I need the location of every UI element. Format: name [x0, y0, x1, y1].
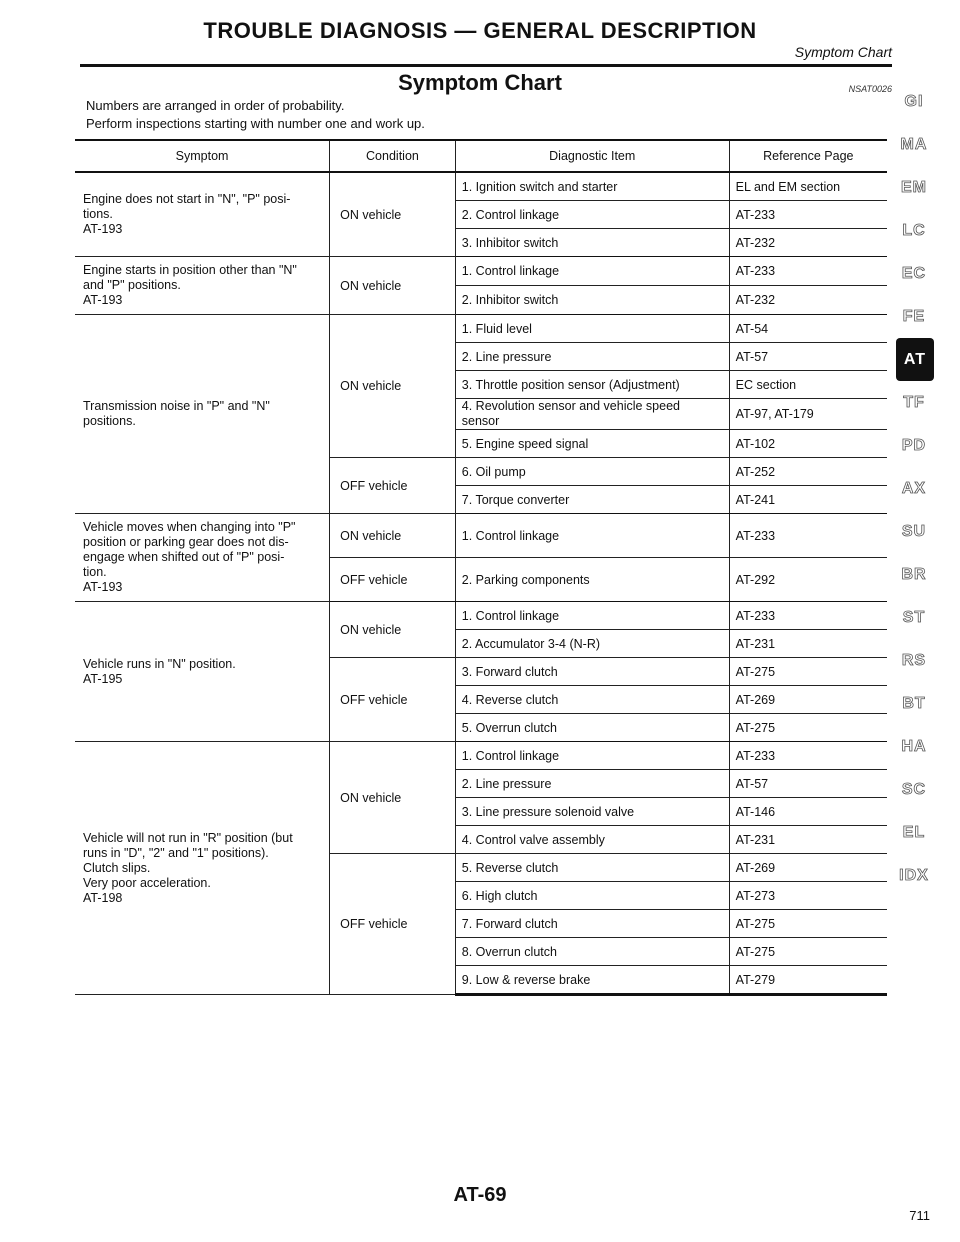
symptom-cell: Transmission noise in "P" and "N" positions.	[75, 315, 330, 514]
section-tab-label: SU	[901, 522, 927, 540]
section-tab-lc[interactable]	[888, 209, 940, 252]
diagnostic-item-cell: 2. Parking components	[455, 558, 729, 602]
reference-page-cell: AT-252	[729, 458, 887, 486]
reference-page-cell: AT-279	[729, 966, 887, 995]
reference-page-cell: AT-233	[729, 201, 887, 229]
section-title: Symptom Chart	[398, 70, 562, 95]
diagnostic-item-cell: 3. Line pressure solenoid valve	[455, 798, 729, 826]
diagnostic-item-cell: 1. Fluid level	[455, 315, 729, 343]
page-number: AT-69	[453, 1184, 507, 1206]
section-tab-ma[interactable]	[888, 123, 940, 166]
reference-page-cell: AT-232	[729, 286, 887, 315]
condition-cell: ON vehicle	[330, 514, 456, 558]
section-tab-label: BT	[902, 694, 926, 712]
section-tab-idx[interactable]	[888, 854, 940, 897]
reference-page-cell: AT-233	[729, 257, 887, 286]
diagnostic-item-cell: 7. Forward clutch	[455, 910, 729, 938]
section-tab-fe[interactable]	[888, 295, 940, 338]
section-tab-label: AT	[903, 350, 927, 368]
section-tab-pd[interactable]	[888, 424, 940, 467]
section-tab-label: FE	[902, 307, 926, 325]
table-row	[75, 514, 887, 558]
section-tab-label: BR	[901, 565, 927, 583]
diagnostic-item-cell: 4. Reverse clutch	[455, 686, 729, 714]
section-tab-label: EL	[902, 823, 926, 841]
section-tab-label: LC	[902, 221, 926, 239]
diagnostic-item-cell: 6. High clutch	[455, 882, 729, 910]
diagnostic-item-cell: 3. Forward clutch	[455, 658, 729, 686]
reference-page-cell: EL and EM section	[729, 172, 887, 201]
reference-page-cell: AT-146	[729, 798, 887, 826]
section-tab-label: HA	[901, 737, 927, 755]
table-body	[75, 172, 887, 995]
table-row	[75, 742, 887, 770]
reference-page-cell: AT-54	[729, 315, 887, 343]
condition-cell: ON vehicle	[330, 742, 456, 854]
header-condition: Condition	[330, 140, 456, 172]
table-row	[75, 602, 887, 630]
reference-page-cell: AT-275	[729, 714, 887, 742]
reference-page-cell: AT-57	[729, 343, 887, 371]
reference-page-cell: AT-231	[729, 630, 887, 658]
diagnostic-item-cell: 4. Revolution sensor and vehicle speed sensor	[455, 399, 729, 430]
symptom-cell: Vehicle moves when changing into "P" position or parking gear does not dis- engage when shifted out of "P" posi- tion. AT-193	[75, 514, 330, 602]
reference-page-cell: AT-275	[729, 910, 887, 938]
section-tab-ha[interactable]	[888, 725, 940, 768]
section-tab-st[interactable]	[888, 596, 940, 639]
section-tab-em[interactable]	[888, 166, 940, 209]
reference-page-cell: AT-102	[729, 430, 887, 458]
section-tab-ax[interactable]	[888, 467, 940, 510]
reference-page-cell: AT-233	[729, 602, 887, 630]
reference-page-cell: AT-292	[729, 558, 887, 602]
section-tab-at[interactable]	[896, 338, 934, 381]
reference-page-cell: AT-269	[729, 854, 887, 882]
symptom-cell: Vehicle runs in "N" position. AT-195	[75, 602, 330, 742]
diagnostic-item-cell: 3. Inhibitor switch	[455, 229, 729, 257]
section-tab-label: RS	[901, 651, 927, 669]
diagnostic-item-cell: 2. Accumulator 3-4 (N-R)	[455, 630, 729, 658]
diagnostic-item-cell: 8. Overrun clutch	[455, 938, 729, 966]
reference-page-cell: AT-275	[729, 658, 887, 686]
condition-cell: ON vehicle	[330, 315, 456, 458]
diagnostic-item-cell: 1. Control linkage	[455, 257, 729, 286]
folio-number: 711	[909, 1208, 930, 1223]
table-row	[75, 315, 887, 343]
condition-cell: ON vehicle	[330, 172, 456, 257]
section-tab-su[interactable]	[888, 510, 940, 553]
header-rule	[80, 64, 892, 67]
section-tab-tf[interactable]	[888, 381, 940, 424]
condition-cell: ON vehicle	[330, 257, 456, 315]
reference-page-cell: AT-97, AT-179	[729, 399, 887, 430]
section-tab-label: EC	[901, 264, 927, 282]
section-code: NSAT0026	[848, 84, 892, 94]
condition-cell: OFF vehicle	[330, 854, 456, 995]
section-tab-label: MA	[900, 135, 928, 153]
diagnostic-item-cell: 4. Control valve assembly	[455, 826, 729, 854]
section-tab-bt[interactable]	[888, 682, 940, 725]
reference-page-cell: AT-275	[729, 938, 887, 966]
diagnostic-item-cell: 7. Torque converter	[455, 486, 729, 514]
symptom-cell: Engine starts in position other than "N" and "P" positions. AT-193	[75, 257, 330, 315]
symptom-cell: Vehicle will not run in "R" position (but runs in "D", "2" and "1" positions). Clutch slips. Very poor acceleration. AT-198	[75, 742, 330, 995]
diagnostic-item-cell: 1. Ignition switch and starter	[455, 172, 729, 201]
section-tab-label: GI	[904, 92, 924, 110]
diagnostic-item-cell: 2. Line pressure	[455, 343, 729, 371]
reference-page-cell: AT-231	[729, 826, 887, 854]
condition-cell: OFF vehicle	[330, 658, 456, 742]
diagnostic-item-cell: 1. Control linkage	[455, 514, 729, 558]
header-diagnostic-item: Diagnostic Item	[455, 140, 729, 172]
header-symptom: Symptom	[75, 140, 330, 172]
section-tab-rs[interactable]	[888, 639, 940, 682]
symptom-chart-table	[75, 139, 887, 996]
section-tab-br[interactable]	[888, 553, 940, 596]
section-tab-el[interactable]	[888, 811, 940, 854]
diagnostic-item-cell: 2. Control linkage	[455, 201, 729, 229]
intro-text-inspection: Perform inspections starting with number one and work up.	[86, 116, 425, 131]
header-reference-page: Reference Page	[729, 140, 887, 172]
section-index-tabs	[888, 80, 940, 897]
reference-page-cell: EC section	[729, 371, 887, 399]
reference-page-cell: AT-269	[729, 686, 887, 714]
diagnostic-item-cell: 1. Control linkage	[455, 742, 729, 770]
condition-cell: OFF vehicle	[330, 558, 456, 602]
diagnostic-item-cell: 3. Throttle position sensor (Adjustment)	[455, 371, 729, 399]
diagnostic-item-cell: 2. Inhibitor switch	[455, 286, 729, 315]
diagnostic-item-cell: 6. Oil pump	[455, 458, 729, 486]
reference-page-cell: AT-241	[729, 486, 887, 514]
diagnostic-item-cell: 5. Engine speed signal	[455, 430, 729, 458]
diagnostic-item-cell: 2. Line pressure	[455, 770, 729, 798]
diagnostic-item-cell: 5. Reverse clutch	[455, 854, 729, 882]
table-row	[75, 257, 887, 286]
reference-page-cell: AT-232	[729, 229, 887, 257]
section-tab-label: ST	[902, 608, 926, 626]
section-tab-ec[interactable]	[888, 252, 940, 295]
section-tab-label: IDX	[899, 866, 929, 884]
section-tab-gi[interactable]	[888, 80, 940, 123]
section-tab-sc[interactable]	[888, 768, 940, 811]
running-head: Symptom Chart	[794, 44, 892, 60]
diagnostic-item-cell: 1. Control linkage	[455, 602, 729, 630]
diagnostic-item-cell: 5. Overrun clutch	[455, 714, 729, 742]
intro-text-probability: Numbers are arranged in order of probability.	[86, 98, 345, 113]
page-title: TROUBLE DIAGNOSIS — GENERAL DESCRIPTION	[203, 18, 757, 43]
reference-page-cell: AT-233	[729, 742, 887, 770]
condition-cell: OFF vehicle	[330, 458, 456, 514]
condition-cell: ON vehicle	[330, 602, 456, 658]
section-tab-label: TF	[903, 393, 925, 411]
symptom-cell: Engine does not start in "N", "P" posi- tions. AT-193	[75, 172, 330, 257]
diagnostic-item-cell: 9. Low & reverse brake	[455, 966, 729, 995]
reference-page-cell: AT-273	[729, 882, 887, 910]
section-tab-label: PD	[901, 436, 927, 454]
table-row	[75, 172, 887, 201]
section-tab-label: SC	[901, 780, 927, 798]
section-tab-label: AX	[901, 479, 927, 497]
section-tab-label: EM	[901, 178, 927, 196]
table-header-row	[75, 140, 887, 172]
reference-page-cell: AT-57	[729, 770, 887, 798]
reference-page-cell: AT-233	[729, 514, 887, 558]
